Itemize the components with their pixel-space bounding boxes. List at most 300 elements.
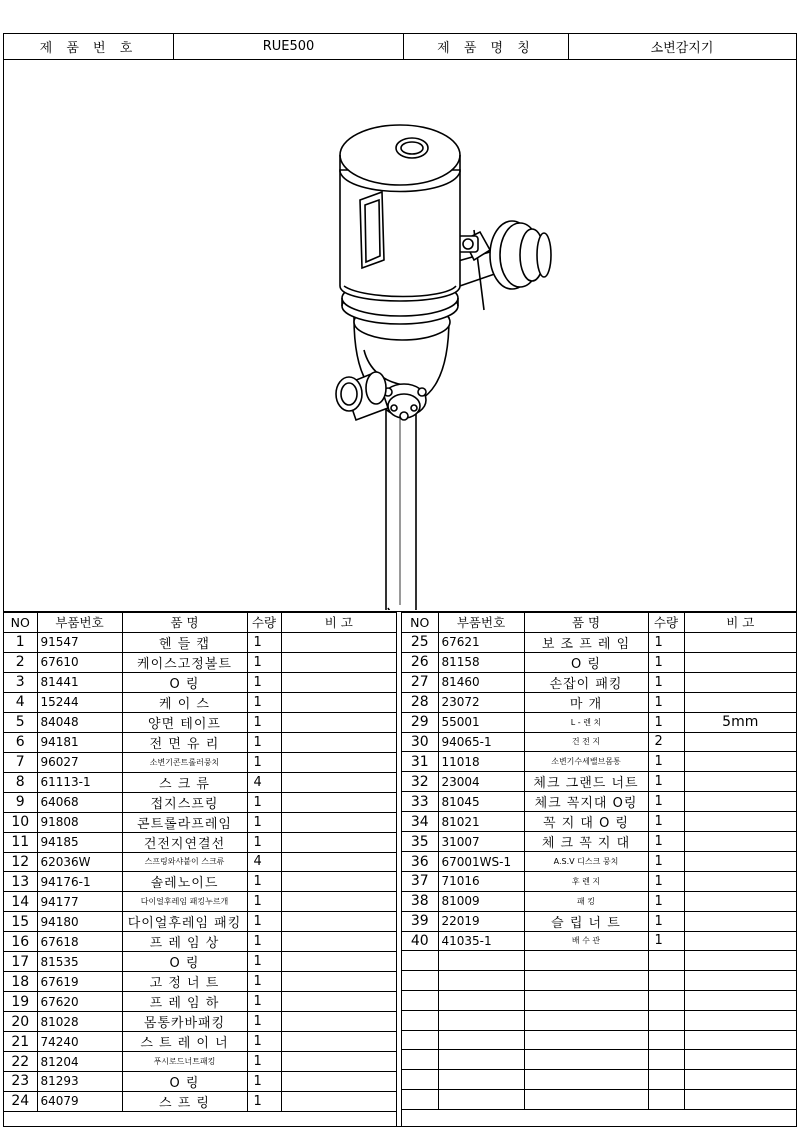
part-code: 81028 <box>37 1012 122 1032</box>
col-name: 품 명 <box>122 613 247 633</box>
part-code: 67619 <box>37 972 122 992</box>
title-block <box>4 34 796 60</box>
table-row <box>402 672 796 692</box>
table-row <box>4 912 396 932</box>
part-remark <box>684 1030 796 1050</box>
product-drawing <box>4 60 796 610</box>
part-name: 건 전 지 <box>524 732 648 752</box>
part-quantity: 1 <box>247 672 281 692</box>
part-quantity: 1 <box>247 892 281 912</box>
part-name: 체크 꼭지대 O링 <box>524 792 648 812</box>
part-quantity <box>648 1030 684 1050</box>
part-number-index: 30 <box>402 732 438 752</box>
table-row <box>402 1010 796 1030</box>
part-code: 71016 <box>438 871 524 891</box>
part-remark <box>684 931 796 951</box>
part-number-index: 36 <box>402 852 438 872</box>
part-quantity: 1 <box>648 652 684 672</box>
part-remark <box>281 632 396 652</box>
part-quantity: 1 <box>648 891 684 911</box>
part-name: 케 이 스 <box>122 692 247 712</box>
table-row <box>402 1089 796 1109</box>
part-number-index: 25 <box>402 632 438 652</box>
part-code: 23072 <box>438 692 524 712</box>
part-number-index: 12 <box>4 852 37 872</box>
part-remark <box>684 852 796 872</box>
part-code <box>438 1089 524 1109</box>
part-quantity: 2 <box>648 732 684 752</box>
part-number-index: 23 <box>4 1071 37 1091</box>
col-no: NO <box>4 613 37 633</box>
part-name <box>524 1010 648 1030</box>
part-number-index: 18 <box>4 972 37 992</box>
part-remark <box>684 752 796 772</box>
part-remark <box>281 1012 396 1032</box>
urinal-flush-valve-illustration <box>4 60 798 610</box>
product-name-label: 제 품 명 칭 <box>404 34 569 59</box>
part-remark <box>281 732 396 752</box>
parts-list <box>4 611 796 1126</box>
part-quantity: 1 <box>247 932 281 952</box>
col-remark: 비 고 <box>684 613 796 633</box>
part-code: 84048 <box>37 712 122 732</box>
part-code <box>438 990 524 1010</box>
part-remark <box>281 772 396 792</box>
part-remark <box>281 752 396 772</box>
part-quantity: 1 <box>648 772 684 792</box>
part-number-index: 6 <box>4 732 37 752</box>
part-name <box>524 1089 648 1109</box>
table-row <box>402 990 796 1010</box>
part-number-index: 15 <box>4 912 37 932</box>
part-remark <box>684 812 796 832</box>
table-row <box>4 1091 396 1111</box>
table-row <box>402 951 796 971</box>
part-name: L - 렌 치 <box>524 712 648 732</box>
part-number-index: 17 <box>4 952 37 972</box>
part-quantity: 1 <box>247 1052 281 1072</box>
table-row <box>402 732 796 752</box>
part-quantity <box>648 1070 684 1090</box>
part-name: 다이얼후레임 패킹 <box>122 912 247 932</box>
table-row <box>402 1030 796 1050</box>
table-row <box>4 832 396 852</box>
part-code: 64079 <box>37 1091 122 1111</box>
part-code: 23004 <box>438 772 524 792</box>
part-name: 스 프 링 <box>122 1091 247 1111</box>
part-name <box>524 990 648 1010</box>
part-remark <box>281 692 396 712</box>
part-number-index: 34 <box>402 812 438 832</box>
part-code <box>438 1030 524 1050</box>
table-row <box>4 992 396 1012</box>
part-remark <box>684 692 796 712</box>
table-row <box>4 792 396 812</box>
table-row <box>402 712 796 732</box>
table-row <box>402 652 796 672</box>
part-name: 건전지연결선 <box>122 832 247 852</box>
part-number-index: 33 <box>402 792 438 812</box>
part-code: 67618 <box>37 932 122 952</box>
part-quantity: 1 <box>247 1012 281 1032</box>
part-name: 고 정 너 트 <box>122 972 247 992</box>
part-quantity: 1 <box>648 672 684 692</box>
part-number-index: 26 <box>402 652 438 672</box>
part-code: 62036W <box>37 852 122 872</box>
part-code: 94065-1 <box>438 732 524 752</box>
table-row <box>4 852 396 872</box>
table-row <box>402 891 796 911</box>
part-number-index: 22 <box>4 1052 37 1072</box>
part-name: 슬 립 너 트 <box>524 911 648 931</box>
part-number-index: 8 <box>4 772 37 792</box>
part-quantity: 1 <box>247 992 281 1012</box>
part-name: 패 킹 <box>524 891 648 911</box>
part-quantity <box>648 971 684 991</box>
table-row <box>4 1012 396 1032</box>
part-quantity: 1 <box>247 1091 281 1111</box>
product-no-label: 제 품 번 호 <box>4 34 174 59</box>
part-remark <box>281 892 396 912</box>
part-quantity: 1 <box>247 972 281 992</box>
part-name: 보 조 프 레 임 <box>524 632 648 652</box>
table-row <box>402 752 796 772</box>
table-row <box>4 752 396 772</box>
table-row <box>4 772 396 792</box>
part-remark <box>684 652 796 672</box>
part-name: 손잡이 패킹 <box>524 672 648 692</box>
part-number-index <box>402 1030 438 1050</box>
part-remark <box>281 852 396 872</box>
part-code: 67621 <box>438 632 524 652</box>
part-remark <box>281 1091 396 1111</box>
part-number-index <box>402 951 438 971</box>
part-quantity: 1 <box>247 752 281 772</box>
part-number-index: 27 <box>402 672 438 692</box>
part-remark <box>281 1032 396 1052</box>
part-quantity <box>648 1050 684 1070</box>
part-number-index: 24 <box>4 1091 37 1111</box>
part-code: 94176-1 <box>37 872 122 892</box>
part-remark <box>281 1052 396 1072</box>
col-qty: 수량 <box>247 613 281 633</box>
part-quantity: 1 <box>648 792 684 812</box>
part-number-index <box>402 971 438 991</box>
part-quantity: 1 <box>648 752 684 772</box>
part-number-index <box>402 1089 438 1109</box>
part-name: 케이스고정볼트 <box>122 652 247 672</box>
part-quantity: 1 <box>247 812 281 832</box>
col-name: 품 명 <box>524 613 648 633</box>
part-code <box>438 1070 524 1090</box>
part-number-index: 4 <box>4 692 37 712</box>
part-number-index <box>402 1050 438 1070</box>
table-row <box>402 1050 796 1070</box>
part-code: 81293 <box>37 1071 122 1091</box>
part-remark <box>281 812 396 832</box>
part-number-index: 16 <box>4 932 37 952</box>
part-remark <box>684 832 796 852</box>
part-quantity: 1 <box>648 712 684 732</box>
part-quantity <box>648 951 684 971</box>
table-row <box>4 1052 396 1072</box>
product-no-value: RUE500 <box>174 34 404 59</box>
part-code: 67610 <box>37 652 122 672</box>
table-row <box>4 1071 396 1091</box>
part-number-index: 11 <box>4 832 37 852</box>
parts-table-right <box>402 612 796 1110</box>
part-remark <box>684 632 796 652</box>
part-quantity: 1 <box>247 912 281 932</box>
part-code: 61113-1 <box>37 772 122 792</box>
part-number-index: 31 <box>402 752 438 772</box>
table-header-row <box>402 613 796 633</box>
part-name: 체크 그랜드 너트 <box>524 772 648 792</box>
part-remark <box>281 792 396 812</box>
part-number-index <box>402 1070 438 1090</box>
table-row <box>402 812 796 832</box>
part-remark <box>684 672 796 692</box>
part-code: 67001WS-1 <box>438 852 524 872</box>
parts-sheet <box>3 33 797 1127</box>
part-name: 프 레 임 하 <box>122 992 247 1012</box>
part-number-index: 5 <box>4 712 37 732</box>
part-name <box>524 1070 648 1090</box>
part-code: 15244 <box>37 692 122 712</box>
part-code: 91808 <box>37 812 122 832</box>
part-remark <box>684 1010 796 1030</box>
part-remark <box>281 992 396 1012</box>
part-code: 81441 <box>37 672 122 692</box>
part-number-index: 20 <box>4 1012 37 1032</box>
table-row <box>402 871 796 891</box>
part-code: 94181 <box>37 732 122 752</box>
table-row <box>4 632 396 652</box>
part-number-index: 14 <box>4 892 37 912</box>
part-quantity: 1 <box>648 871 684 891</box>
part-remark <box>281 972 396 992</box>
table-row <box>402 832 796 852</box>
part-remark <box>281 652 396 672</box>
part-number-index: 29 <box>402 712 438 732</box>
part-number-index: 35 <box>402 832 438 852</box>
part-quantity: 1 <box>247 652 281 672</box>
table-row <box>402 792 796 812</box>
part-name: 접지스프링 <box>122 792 247 812</box>
part-name: O 링 <box>524 652 648 672</box>
part-remark <box>684 990 796 1010</box>
part-quantity: 1 <box>247 832 281 852</box>
part-remark <box>684 911 796 931</box>
part-name: 소변기수세밸브몸통 <box>524 752 648 772</box>
part-remark <box>684 772 796 792</box>
part-name: O 링 <box>122 1071 247 1091</box>
part-code: 81460 <box>438 672 524 692</box>
part-name: 소변기콘트롤러뭉치 <box>122 752 247 772</box>
parts-table-left <box>4 612 396 1112</box>
part-remark <box>281 832 396 852</box>
part-quantity <box>648 1089 684 1109</box>
part-remark <box>281 712 396 732</box>
part-name <box>524 1030 648 1050</box>
table-row <box>402 852 796 872</box>
part-number-index <box>402 990 438 1010</box>
part-quantity: 1 <box>247 732 281 752</box>
part-number-index: 28 <box>402 692 438 712</box>
part-number-index: 40 <box>402 931 438 951</box>
table-row <box>4 872 396 892</box>
part-name: 몸통카바패킹 <box>122 1012 247 1032</box>
part-code: 55001 <box>438 712 524 732</box>
part-name: O 링 <box>122 952 247 972</box>
part-code: 11018 <box>438 752 524 772</box>
col-qty: 수량 <box>648 613 684 633</box>
table-row <box>4 732 396 752</box>
part-code: 96027 <box>37 752 122 772</box>
part-number-index: 2 <box>4 652 37 672</box>
part-code <box>438 1010 524 1030</box>
col-remark: 비 고 <box>281 613 396 633</box>
part-name <box>524 951 648 971</box>
part-remark <box>684 1070 796 1090</box>
part-name: 푸시로드너트패킹 <box>122 1052 247 1072</box>
part-number-index: 38 <box>402 891 438 911</box>
table-row <box>402 931 796 951</box>
part-quantity: 4 <box>247 852 281 872</box>
table-row <box>4 1032 396 1052</box>
part-quantity <box>648 1010 684 1030</box>
part-quantity: 1 <box>648 812 684 832</box>
table-row <box>402 772 796 792</box>
col-part-no: 부품번호 <box>438 613 524 633</box>
part-name: 스 크 류 <box>122 772 247 792</box>
part-remark <box>684 951 796 971</box>
part-quantity <box>648 990 684 1010</box>
part-number-index <box>402 1010 438 1030</box>
product-name-value: 소변감지기 <box>650 41 714 56</box>
part-code: 81045 <box>438 792 524 812</box>
part-name: 배 수 관 <box>524 931 648 951</box>
table-row <box>4 932 396 952</box>
part-name <box>524 971 648 991</box>
part-name: 콘트롤라프레임 <box>122 812 247 832</box>
part-quantity: 1 <box>648 931 684 951</box>
part-quantity: 1 <box>648 911 684 931</box>
part-code <box>438 1050 524 1070</box>
part-number-index: 3 <box>4 672 37 692</box>
part-name: 마 개 <box>524 692 648 712</box>
part-quantity: 1 <box>247 1071 281 1091</box>
part-remark <box>684 732 796 752</box>
part-code: 81158 <box>438 652 524 672</box>
part-remark <box>684 971 796 991</box>
part-remark <box>281 932 396 952</box>
col-part-no: 부품번호 <box>37 613 122 633</box>
part-remark <box>684 1089 796 1109</box>
part-code: 81009 <box>438 891 524 911</box>
part-quantity: 1 <box>247 1032 281 1052</box>
part-remark <box>281 912 396 932</box>
part-name: 다이얼후레임 패킹누르개 <box>122 892 247 912</box>
part-number-index: 10 <box>4 812 37 832</box>
part-name: 꼭 지 대 O 링 <box>524 812 648 832</box>
part-quantity: 1 <box>247 952 281 972</box>
part-quantity: 1 <box>648 852 684 872</box>
table-row <box>4 972 396 992</box>
part-remark <box>684 891 796 911</box>
part-code <box>438 971 524 991</box>
part-name: A.S.V 디스크 뭉치 <box>524 852 648 872</box>
part-remark <box>684 792 796 812</box>
part-number-index: 7 <box>4 752 37 772</box>
part-remark <box>281 952 396 972</box>
part-code: 81535 <box>37 952 122 972</box>
part-quantity: 1 <box>247 692 281 712</box>
part-number-index: 9 <box>4 792 37 812</box>
col-no: NO <box>402 613 438 633</box>
part-name: 헨 들 캡 <box>122 632 247 652</box>
part-quantity: 1 <box>247 712 281 732</box>
part-code: 64068 <box>37 792 122 812</box>
part-number-index: 19 <box>4 992 37 1012</box>
part-name: 스 트 레 이 너 <box>122 1032 247 1052</box>
part-name: 체 크 꼭 지 대 <box>524 832 648 852</box>
part-quantity: 1 <box>648 832 684 852</box>
part-number-index: 13 <box>4 872 37 892</box>
table-row <box>4 892 396 912</box>
part-name: 양면 테이프 <box>122 712 247 732</box>
part-quantity: 1 <box>648 692 684 712</box>
part-code: 81204 <box>37 1052 122 1072</box>
table-row <box>402 692 796 712</box>
table-row <box>4 712 396 732</box>
table-header-row <box>4 613 396 633</box>
part-name: O 링 <box>122 672 247 692</box>
part-remark <box>684 871 796 891</box>
part-quantity: 1 <box>247 872 281 892</box>
part-name: 전 면 유 리 <box>122 732 247 752</box>
part-number-index: 37 <box>402 871 438 891</box>
part-remark <box>684 1050 796 1070</box>
table-row <box>402 971 796 991</box>
part-code: 22019 <box>438 911 524 931</box>
part-code: 94185 <box>37 832 122 852</box>
part-name: 프 레 임 상 <box>122 932 247 952</box>
part-quantity: 1 <box>648 632 684 652</box>
part-quantity: 4 <box>247 772 281 792</box>
table-row <box>402 911 796 931</box>
table-row <box>4 952 396 972</box>
table-row <box>402 632 796 652</box>
part-number-index: 21 <box>4 1032 37 1052</box>
part-name: 스프링와샤붙이 스크류 <box>122 852 247 872</box>
part-number-index: 1 <box>4 632 37 652</box>
part-remark <box>281 672 396 692</box>
table-row <box>4 652 396 672</box>
table-row <box>4 672 396 692</box>
part-code: 94177 <box>37 892 122 912</box>
part-name <box>524 1050 648 1070</box>
part-remark <box>281 1071 396 1091</box>
part-number-index: 32 <box>402 772 438 792</box>
part-code: 81021 <box>438 812 524 832</box>
part-quantity: 1 <box>247 632 281 652</box>
part-number-index: 39 <box>402 911 438 931</box>
part-name: 솔레노이드 <box>122 872 247 892</box>
part-code: 91547 <box>37 632 122 652</box>
part-code: 31007 <box>438 832 524 852</box>
part-name: 후 렌 지 <box>524 871 648 891</box>
